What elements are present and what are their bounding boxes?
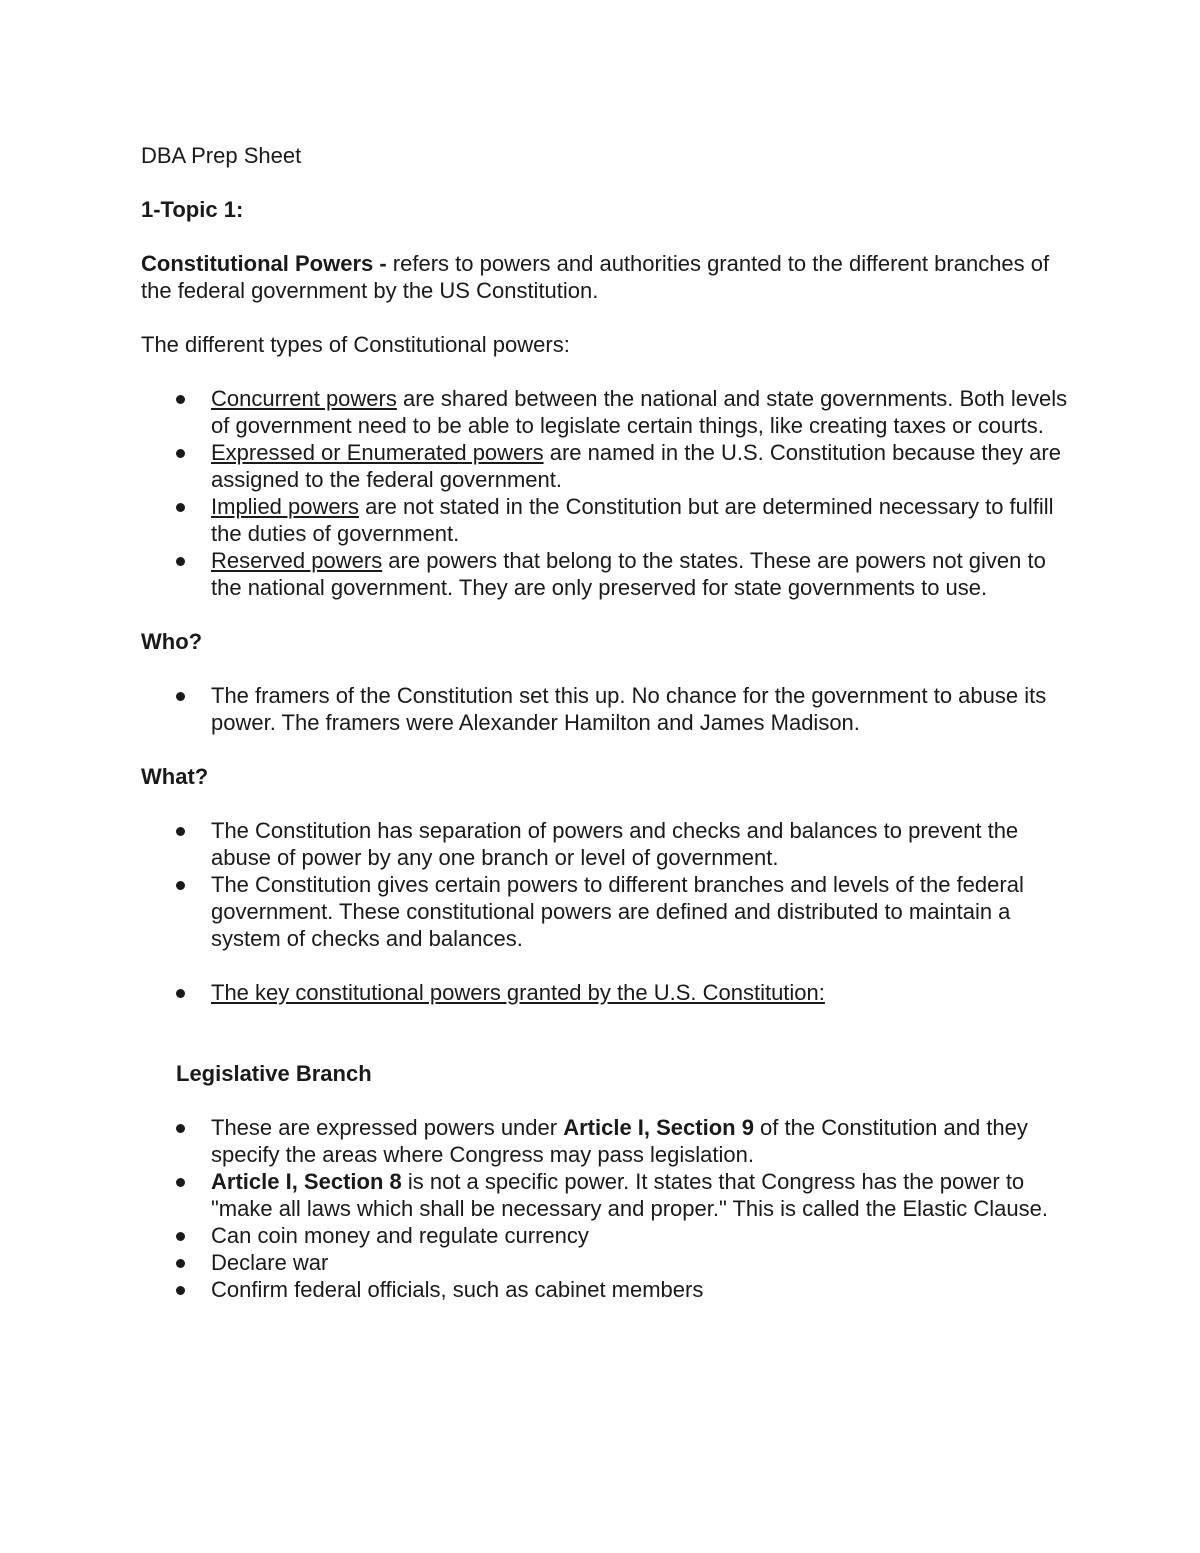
definition-paragraph: [141, 250, 1071, 304]
bullet-icon: [176, 1286, 185, 1295]
list-item: [141, 682, 1071, 736]
bullet-icon: [176, 989, 185, 998]
list-item: [141, 979, 1071, 1006]
bullet-icon: [176, 827, 185, 836]
legislative-list: [141, 1114, 1071, 1303]
who-list: [141, 682, 1071, 736]
type-term: Implied powers: [211, 494, 359, 519]
bullet-icon: [176, 449, 185, 458]
leg-item-pre: Declare war: [211, 1250, 329, 1275]
document-page: [141, 142, 1071, 1303]
topic-heading: 1-Topic 1:: [141, 197, 244, 222]
bullet-icon: [176, 503, 185, 512]
type-text: are powers that belong to the states. These are powers not given to the national government. They are only preserved for state governments to use.: [211, 548, 1046, 600]
type-term: Reserved powers: [211, 548, 383, 573]
bullet-icon: [176, 1232, 185, 1241]
leg-item-bold: Article I, Section 8: [211, 1169, 402, 1194]
leg-item-post: of the Constitution and they specify the areas where Congress may pass legislation.: [211, 1115, 1028, 1167]
type-text: are named in the U.S. Constitution because they are assigned to the federal government.: [211, 440, 1061, 492]
list-item: [141, 871, 1071, 952]
list-item: [141, 817, 1071, 871]
what-item-text: The Constitution gives certain powers to different branches and levels of the federal government. These constitutional powers are defined and distributed to maintain a system of checks and balances.: [211, 872, 1024, 951]
leg-item-post: is not a specific power. It states that Congress has the power to "make all laws which shall be necessary and proper." This is called the Elastic Clause.: [211, 1169, 1048, 1221]
type-text: are shared between the national and state governments. Both levels of government need to be able to legislate certain things, like creating taxes or courts.: [211, 386, 1068, 438]
legislative-heading: Legislative Branch: [176, 1061, 372, 1086]
leg-item-pre: Can coin money and regulate currency: [211, 1223, 589, 1248]
bullet-icon: [176, 692, 185, 701]
list-item: [141, 1276, 1071, 1303]
types-intro: The different types of Constitutional powers:: [141, 332, 570, 357]
leg-item-bold: Article I, Section 9: [563, 1115, 754, 1140]
bullet-icon: [176, 1178, 185, 1187]
list-item: [141, 493, 1071, 547]
bullet-icon: [176, 1124, 185, 1133]
leg-item-pre: Confirm federal officials, such as cabinet members: [211, 1277, 704, 1302]
types-list: [141, 385, 1071, 601]
bullet-icon: [176, 881, 185, 890]
list-item: [141, 1114, 1071, 1168]
list-item: [141, 1168, 1071, 1222]
type-term: Concurrent powers: [211, 386, 397, 411]
bullet-icon: [176, 557, 185, 566]
key-powers-text: The key constitutional powers granted by the U.S. Constitution:: [211, 980, 825, 1005]
definition-term: Constitutional Powers -: [141, 251, 393, 276]
list-item: [141, 547, 1071, 601]
bullet-icon: [176, 395, 185, 404]
definition-text: refers to powers and authorities granted to the different branches of the federal government by the US Constitution.: [141, 251, 1050, 303]
list-item: [141, 439, 1071, 493]
type-term: Expressed or Enumerated powers: [211, 440, 544, 465]
bullet-icon: [176, 1259, 185, 1268]
who-heading: Who?: [141, 629, 203, 654]
what-list: [141, 817, 1071, 952]
type-text: are not stated in the Constitution but are determined necessary to fulfill the duties of government.: [211, 494, 1054, 546]
list-item: [141, 1249, 1071, 1276]
what-item-text: The Constitution has separation of powers and checks and balances to prevent the abuse of power by any one branch or level of government.: [211, 818, 1019, 870]
list-item: [141, 385, 1071, 439]
leg-item-pre: These are expressed powers under: [211, 1115, 564, 1140]
document-title: DBA Prep Sheet: [141, 143, 302, 168]
who-item-text: The framers of the Constitution set this up. No chance for the government to abuse its power. The framers were Alexander Hamilton and James Madison.: [211, 683, 1047, 735]
what-heading: What?: [141, 764, 209, 789]
list-item: [141, 1222, 1071, 1249]
key-powers-list: [141, 979, 1071, 1006]
